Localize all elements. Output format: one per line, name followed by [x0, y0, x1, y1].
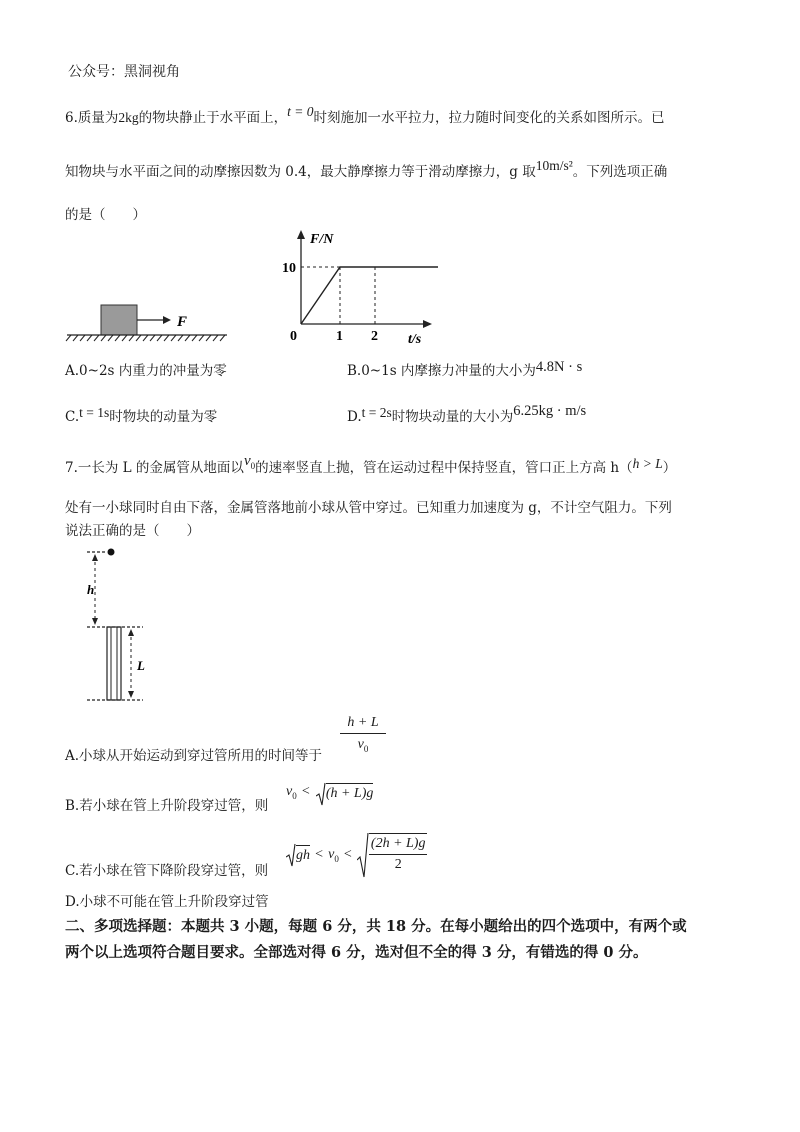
q6-line3: 的是（ ）	[65, 207, 146, 223]
q7-option-c: C.若小球在管下降阶段穿过管，则	[65, 863, 269, 879]
q7-condition: h > L	[632, 456, 663, 471]
q7-v0: $v_0$	[243, 453, 256, 471]
q6-option-b-value: 4.8N · s	[535, 359, 583, 375]
q6-line1	[65, 104, 665, 127]
q6-g-value: 10m/s²	[535, 158, 573, 173]
q7-b-sqrt-sign	[316, 782, 326, 806]
q7-option-b: B.若小球在管上升阶段穿过管，则	[65, 798, 269, 814]
q7-c-v0: $v_0$	[328, 846, 339, 864]
q7-a-numerator: h + L	[340, 713, 386, 734]
q6-line1-c: 时刻施加一水平拉力，拉力随时间变化的关系如图所示。已	[313, 110, 665, 126]
q6-force-time-graph	[280, 228, 460, 348]
q6-line1-a: 6.质量为	[65, 110, 119, 126]
force-curve	[301, 267, 438, 324]
q6-line1-b: 的物块静止于水平面上，	[138, 110, 288, 126]
q7-ball-pipe-figure	[85, 543, 165, 708]
q7-line1-a: 7.一长为 L 的金属管从地面以	[65, 460, 244, 476]
q7-line2: 处有一小球同时自由下落，金属管落地前小球从管中穿过。已知重力加速度为 g，不计空气阻力。下列	[65, 500, 672, 516]
y-axis-label: F/N	[310, 232, 334, 247]
q7-c-right-fraction	[369, 833, 428, 875]
q6-t0: t = 0	[287, 104, 314, 119]
q7-b-v0: $v_0$	[286, 784, 297, 801]
q7-b-radicand: (h + L)g	[326, 783, 374, 804]
q7-c-denominator: 2	[394, 857, 402, 872]
q7-c-relation-2: <	[343, 847, 352, 862]
L-arrow-bottom	[128, 691, 134, 698]
q7-c-sqrt-left	[286, 843, 296, 867]
L-label: L	[137, 658, 145, 673]
q7-line1-c: ）	[662, 460, 677, 476]
section2-line2: 两个以上选项符合题目要求。全部选对得 6 分，选对但不全的得 3 分，有错选的得 0 分。	[65, 944, 648, 961]
q7-a-denominator: $v_0$	[357, 737, 369, 754]
q6-option-c-time: t = 1s	[79, 405, 110, 420]
q7-line1	[65, 453, 677, 482]
q6-line2-a: 知物块与水平面之间的动摩擦因数为 0.4，最大静摩擦力等于滑动摩擦力，g 取	[65, 164, 536, 180]
q7-line1-b: 的速率竖直上抛，管在运动过程中保持竖直，管口正上方高 h（	[255, 460, 633, 476]
q6-option-c-text: 时物块的动量为零	[109, 409, 218, 425]
force-label: F	[177, 314, 188, 330]
x-axis-label: t/s	[408, 332, 422, 347]
origin-label: 0	[290, 329, 297, 344]
q6-mass: 2kg	[118, 110, 139, 125]
x-tick-1: 1	[336, 329, 343, 344]
force-arrow-head	[163, 316, 171, 324]
q6-option-d-value: 6.25kg · m/s	[513, 403, 587, 419]
q6-option-c	[65, 405, 218, 426]
q7-c-left-radicand: gh	[296, 845, 310, 866]
x-tick-2: 2	[371, 329, 378, 344]
h-arrow-top	[92, 554, 98, 561]
q6-option-b-text: B.0~1s 内摩擦力冲量的大小为	[347, 363, 536, 379]
pipe-outer	[107, 627, 121, 700]
q7-option-d: D.小球不可能在管上升阶段穿过管	[65, 894, 269, 910]
q6-option-d-text: 时物块动量的大小为	[391, 409, 514, 425]
q7-c-numerator: (2h + L)g	[369, 834, 428, 855]
q7-line3: 说法正确的是（ ）	[65, 523, 200, 539]
q7-c-sqrt-right	[357, 832, 369, 878]
q7-c-relation-1: <	[315, 847, 323, 862]
L-arrow-top	[128, 629, 134, 636]
q6-option-a: A.0~2s 内重力的冲量为零	[65, 363, 227, 379]
x-axis-arrow	[423, 320, 432, 328]
q7-option-a-fraction	[340, 713, 386, 760]
block-shape	[101, 305, 137, 335]
ground-hatching	[66, 335, 225, 341]
q7-option-b-formula	[286, 782, 373, 808]
q6-option-d	[347, 403, 587, 426]
q6-line2	[65, 158, 668, 181]
q6-option-d-time: t = 2s	[361, 405, 392, 420]
ball	[108, 549, 115, 556]
h-arrow-bottom	[92, 618, 98, 625]
q6-block-figure	[65, 295, 235, 350]
y-tick-10: 10	[282, 261, 296, 276]
q6-option-b	[347, 359, 583, 380]
y-axis-arrow	[297, 230, 305, 239]
q6-line2-b: 。下列选项正确	[572, 164, 668, 180]
q6-option-c-letter: C.	[65, 409, 80, 425]
h-label: h	[87, 582, 95, 597]
q7-option-a: A.小球从开始运动到穿过管所用的时间等于	[65, 748, 323, 764]
section2-line1: 二、多项选择题：本题共 3 小题，每题 6 分，共 18 分。在每小题给出的四个选项中，有两个或	[65, 918, 687, 935]
q6-option-d-letter: D.	[347, 409, 362, 425]
q7-b-relation: <	[301, 784, 310, 799]
watermark-text: 公众号：黑洞视角	[68, 64, 180, 80]
q7-option-c-formula	[286, 832, 427, 880]
